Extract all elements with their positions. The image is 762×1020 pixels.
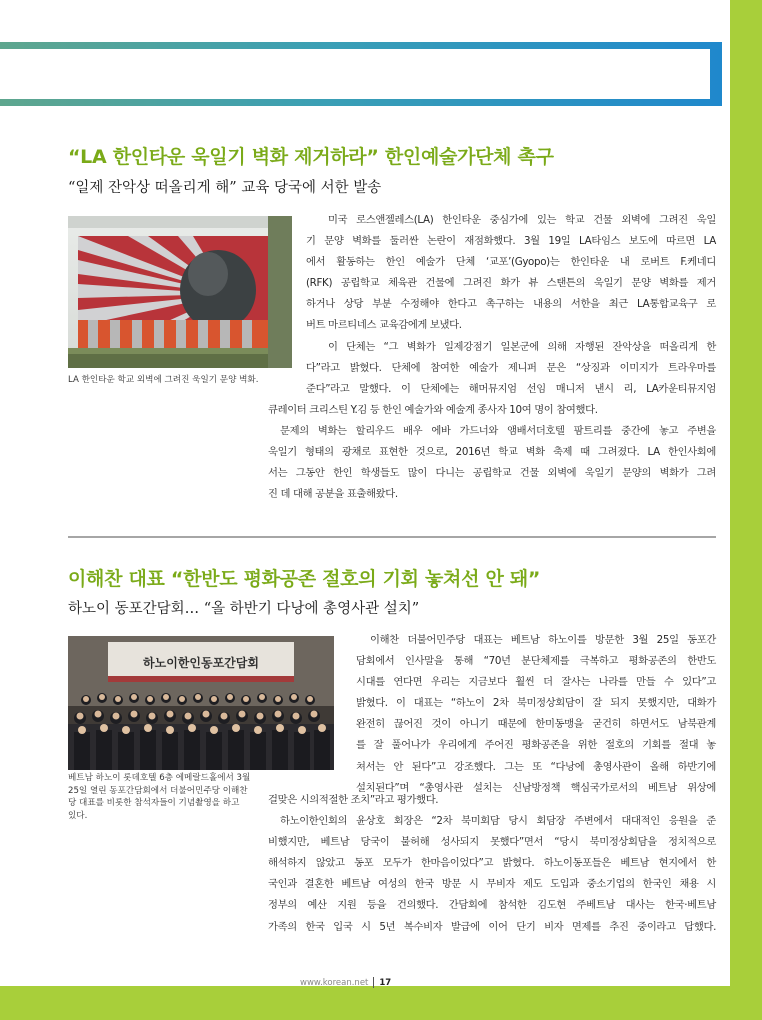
- body-line: 가족의 한국 입국 시 5년 복수비자 발급에 이어 단기 비자 면제를 추진 중이라고 답했다.: [268, 920, 716, 933]
- body-line: 문제의 벽화는 할리우드 배우 에바 가드너와 앰배서더호텔 팜트리를 중간에 놓고 주변을: [280, 425, 716, 438]
- body-line: 미국 로스앤젤레스(LA) 한인타운 중심가에 있는 학교 건물 외벽에 그려진 욱일: [328, 214, 716, 226]
- article-body-right-column: [356, 630, 716, 799]
- body-line: 하노이한인회의 윤상호 회장은 “2차 북미회담 당시 회담장 주변에서 대대적인 응원을 준: [280, 815, 716, 828]
- body-line: 이 단체는 “그 벽화가 일제강점기 일본군에 의해 자행된 잔악상을 떠올리게 한: [328, 340, 716, 353]
- article-body-right-column: [306, 210, 716, 400]
- body-line: 비했지만, 베트남 당국이 불허해 성사되지 못했다”면서 “당시 북미정상회담을 정치적으로: [268, 836, 716, 849]
- body-line: 욱일기 형태의 광채로 표현한 것으로, 2016년 학교 벽화 축제 때 그려졌다. LA 한인사회에: [268, 446, 716, 459]
- page-number: 17: [379, 978, 392, 988]
- body-line: 밝혔다. 이 대표는 “하노이 2차 북미정상회담이 잘 되지 못했지만, 대화가: [356, 697, 716, 710]
- article-body-full-width: [268, 400, 716, 505]
- page-footer: [300, 977, 391, 988]
- caption-line: 25일 열린 동포간담회에서 더불어민주당 이해찬: [68, 785, 248, 796]
- body-line: (RFK) 공립학교 체육관 건물에 그려진 화가 뷰 스탠튼의 욱일기 문양 벽화를 제거: [306, 277, 716, 290]
- article-body-full-width: [268, 790, 716, 938]
- body-line: 큐레이터 크리스틴 Y.김 등 한인 예술가와 예술계 종사자 10여 명이 참여했다.: [268, 404, 598, 416]
- caption-line: 베트남 하노이 롯데호텔 6층 에메랄드홀에서 3월: [68, 773, 251, 783]
- body-line: 해석하지 않았고 동포 모두가 한마음이었다”고 밝혔다. 하노이동포들은 베트남 현지에서 한: [268, 857, 716, 870]
- group-photo-image: [68, 636, 334, 770]
- mural-photo: [68, 216, 292, 368]
- body-line: 준다”라고 말했다. 이 단체에는 해머뮤지엄 선임 매니저 낸시 리, LA카운티뮤지엄: [306, 382, 716, 395]
- article-subhead: 하노이 동포간담회… “올 하반기 다낭에 총영사관 설치”: [68, 601, 420, 617]
- banner-text: 하노이한인동포간담회: [143, 656, 259, 670]
- caption-line: 당 대표를 비롯한 참석자들이 기념촬영을 하고: [68, 798, 240, 808]
- group-photo-caption: [68, 772, 258, 822]
- article-headline: “LA 한인타운 욱일기 벽화 제거하라” 한인예술가단체 촉구: [68, 146, 554, 168]
- body-line: 정부의 예산 지원 등을 건의했다. 간담회에 참석한 김도현 주베트남 대사는 한국·베트남: [268, 899, 716, 912]
- body-line: 버트 마르티네스 교육감에게 보냈다.: [306, 319, 462, 332]
- mural-image: [68, 216, 292, 368]
- body-line: 시대를 연다면 우리는 지금보다 훨씬 더 잘사는 나라를 만들 수 있다”고: [356, 676, 716, 689]
- mural-photo-caption: LA 한인타운 학교 외벽에 그려진 욱일기 문양 벽화.: [68, 375, 259, 385]
- body-line: 완전히 끊어진 것이 아니기 때문에 한미동맹을 굳건히 하면서도 남북관계: [356, 718, 716, 731]
- article-headline: 이해찬 대표 “한반도 평화공존 절호의 기회 놓쳐선 안 돼”: [68, 568, 541, 590]
- body-line: 설치된다”며 “총영사관 설치는 신남방정책 핵심국가로서의 베트남 위상에: [356, 781, 716, 794]
- body-line: 에서 활동하는 한인 예술가 단체 ‘교포’(Gyopo)는 한인타운 내 로버트 F.케네디: [306, 256, 716, 269]
- header-inner-box: [0, 49, 710, 99]
- body-line: 기 문양 벽화를 둘러싼 논란이 재점화했다. 3월 19일 LA타임스 보도에 따르면 LA: [306, 235, 716, 248]
- body-line: 를 잘 풀어나가 우리에게 주어진 평화공존을 위한 절호의 기회를 절대 놓: [356, 739, 716, 752]
- footer-site-url: www.korean.net: [300, 978, 369, 988]
- bottom-accent-bar: [0, 986, 762, 1020]
- article-divider: [68, 536, 716, 538]
- body-line: 이해찬 더불어민주당 대표는 베트남 하노이를 방문한 3월 25일 동포간: [370, 634, 716, 646]
- right-accent-stripe: [730, 0, 762, 1020]
- body-line: 담회에서 인사말을 통해 “70년 분단체제를 극복하고 평화공존의 한반도: [356, 655, 716, 668]
- body-line: 서는 그동안 한인 학생들도 많이 다니는 공립학교 건물 외벽에 욱일기 문양의 벽화가 그려: [268, 467, 716, 480]
- body-line: 쳐서는 안 된다”고 강조했다. 그는 또 “다낭에 총영사관이 올해 하반기에: [356, 760, 716, 773]
- body-line: 하거나 상당 부분 수정해야 한다고 촉구하는 내용의 서한을 최근 LA통합교육구 로: [306, 298, 716, 311]
- article-subhead: “일제 잔악상 떠올리게 해” 교육 당국에 서한 발송: [68, 180, 382, 196]
- body-line: 진 데 대해 공분을 표출해왔다.: [268, 488, 398, 501]
- body-line: 국인과 결혼한 베트남 여성의 한국 방문 시 무비자 제도 도입과 중소기업의 한국인 채용 시: [268, 878, 716, 891]
- body-line: 다”라고 밝혔다. 단체에 참여한 예술가 제니퍼 문은 “상징과 이미지가 트라우마를: [306, 361, 716, 374]
- footer-separator: [373, 977, 374, 988]
- body-line: 걸맞은 시의적절한 조치”라고 평가했다.: [268, 794, 439, 806]
- caption-line: 있다.: [68, 810, 88, 821]
- group-photo: [68, 636, 334, 770]
